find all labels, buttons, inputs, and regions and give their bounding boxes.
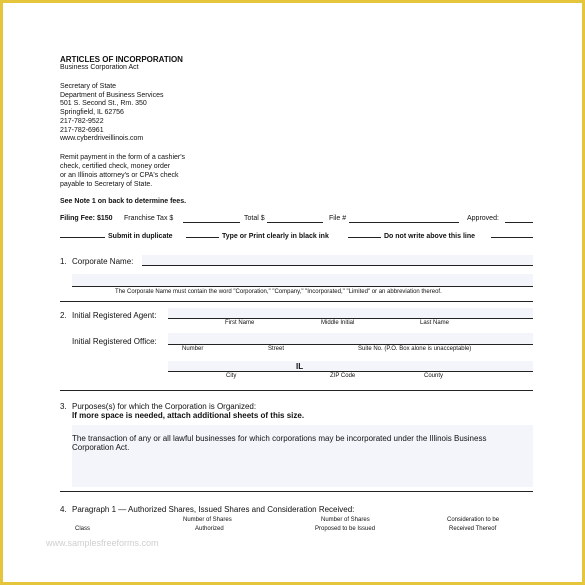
first-name-caption: First Name — [225, 320, 255, 326]
phone-number: 217-782-6961 — [60, 127, 104, 134]
section-number: 2. — [60, 311, 67, 320]
corporate-name-field-2[interactable] — [72, 274, 533, 286]
address-line: 501 S. Second St., Rm. 350 — [60, 100, 147, 107]
col-header-class: Class — [75, 526, 91, 532]
section-number: 4. — [60, 505, 67, 514]
middle-initial-caption: Middle Initial — [321, 320, 355, 326]
divider — [491, 237, 533, 238]
col-header: Number of Shares — [183, 517, 232, 523]
field-underline — [168, 318, 533, 319]
divider — [186, 237, 219, 238]
remit-line: Remit payment in the form of a cashier's — [60, 154, 186, 161]
form-title: ARTICLES OF INCORPORATION — [60, 55, 183, 64]
registered-office-label: Initial Registered Office: — [72, 337, 157, 346]
city-zip-county-field[interactable] — [168, 361, 533, 371]
divider — [60, 237, 105, 238]
number-caption: Number — [182, 346, 204, 352]
registered-agent-label: Initial Registered Agent: — [72, 311, 157, 320]
section-number: 3. — [60, 402, 67, 411]
total-blank — [267, 222, 323, 223]
submit-instruction: Submit in duplicate — [108, 233, 173, 240]
registered-office-field[interactable] — [168, 333, 533, 344]
col-header: Authorized — [195, 526, 224, 532]
col-header: Proposed to be Issued — [315, 526, 376, 532]
suite-caption: Suite No. (P.O. Box alone is unacceptable) — [358, 346, 472, 352]
section-number: 1. — [60, 257, 67, 266]
section-divider — [60, 301, 533, 302]
state-value: IL — [296, 362, 304, 371]
county-caption: County — [424, 373, 444, 379]
last-name-caption: Last Name — [420, 320, 450, 326]
street-caption: Street — [268, 346, 285, 352]
address-line: Springfield, IL 62756 — [60, 109, 124, 116]
phone-number: 217-782-9522 — [60, 118, 104, 125]
purposes-label: Purposes(s) for which the Corporation is Organized: — [72, 402, 257, 411]
watermark: www.samplesfreeforms.com — [46, 538, 159, 548]
attach-sheets-note: If more space is needed, attach additional sheets of this size. — [72, 411, 305, 420]
purposes-text: Corporation Act. — [72, 443, 130, 452]
authorized-shares-label: Paragraph 1 — Authorized Shares, Issued Shares and Consideration Received: — [72, 505, 355, 514]
total-label: Total $ — [244, 215, 265, 222]
remit-line: check, certified check, money order — [60, 163, 171, 170]
col-header: Received Thereof — [449, 526, 497, 532]
address-line: Secretary of State — [60, 83, 117, 90]
purposes-text: The transaction of any or all lawful businesses for which corporations may be incorporated under the Illinois Business — [72, 434, 487, 443]
franchise-tax-blank — [183, 222, 240, 223]
col-header: Consideration to be — [447, 517, 500, 523]
approved-blank — [505, 222, 533, 223]
registered-agent-field[interactable] — [168, 308, 533, 318]
section-divider — [60, 491, 533, 492]
file-number-label: File # — [329, 215, 347, 222]
col-header: Number of Shares — [321, 517, 370, 523]
corporate-name-label: Corporate Name: — [72, 257, 134, 266]
website-text: www.cyberdriveillinois.com — [60, 135, 144, 142]
franchise-tax-label: Franchise Tax $ — [124, 215, 174, 222]
divider — [348, 237, 381, 238]
corporate-name-note: The Corporate Name must contain the word "Corporation," "Company," "Incorporated," "Limited" or an abbreviation thereof. — [115, 289, 442, 295]
field-underline — [142, 265, 533, 266]
file-number-blank — [349, 222, 459, 223]
corporate-name-field[interactable] — [142, 255, 533, 265]
city-caption: City — [226, 373, 237, 379]
field-underline — [72, 286, 533, 287]
no-write-instruction: Do not write above this line — [384, 233, 476, 240]
field-underline — [168, 371, 533, 372]
fee-note: See Note 1 on back to determine fees. — [60, 198, 187, 205]
section-divider — [60, 390, 533, 391]
remit-line: or an Illinois attorney's or CPA's check — [60, 172, 179, 179]
form-subtitle: Business Corporation Act — [60, 64, 139, 71]
field-underline — [168, 344, 533, 345]
filing-fee: Filing Fee: $150 — [60, 215, 113, 222]
print-instruction: Type or Print clearly in black ink — [222, 233, 329, 240]
approved-label: Approved: — [467, 215, 499, 222]
zip-caption: ZIP Code — [330, 373, 356, 379]
remit-line: payable to Secretary of State. — [60, 181, 153, 188]
address-line: Department of Business Services — [60, 92, 164, 99]
